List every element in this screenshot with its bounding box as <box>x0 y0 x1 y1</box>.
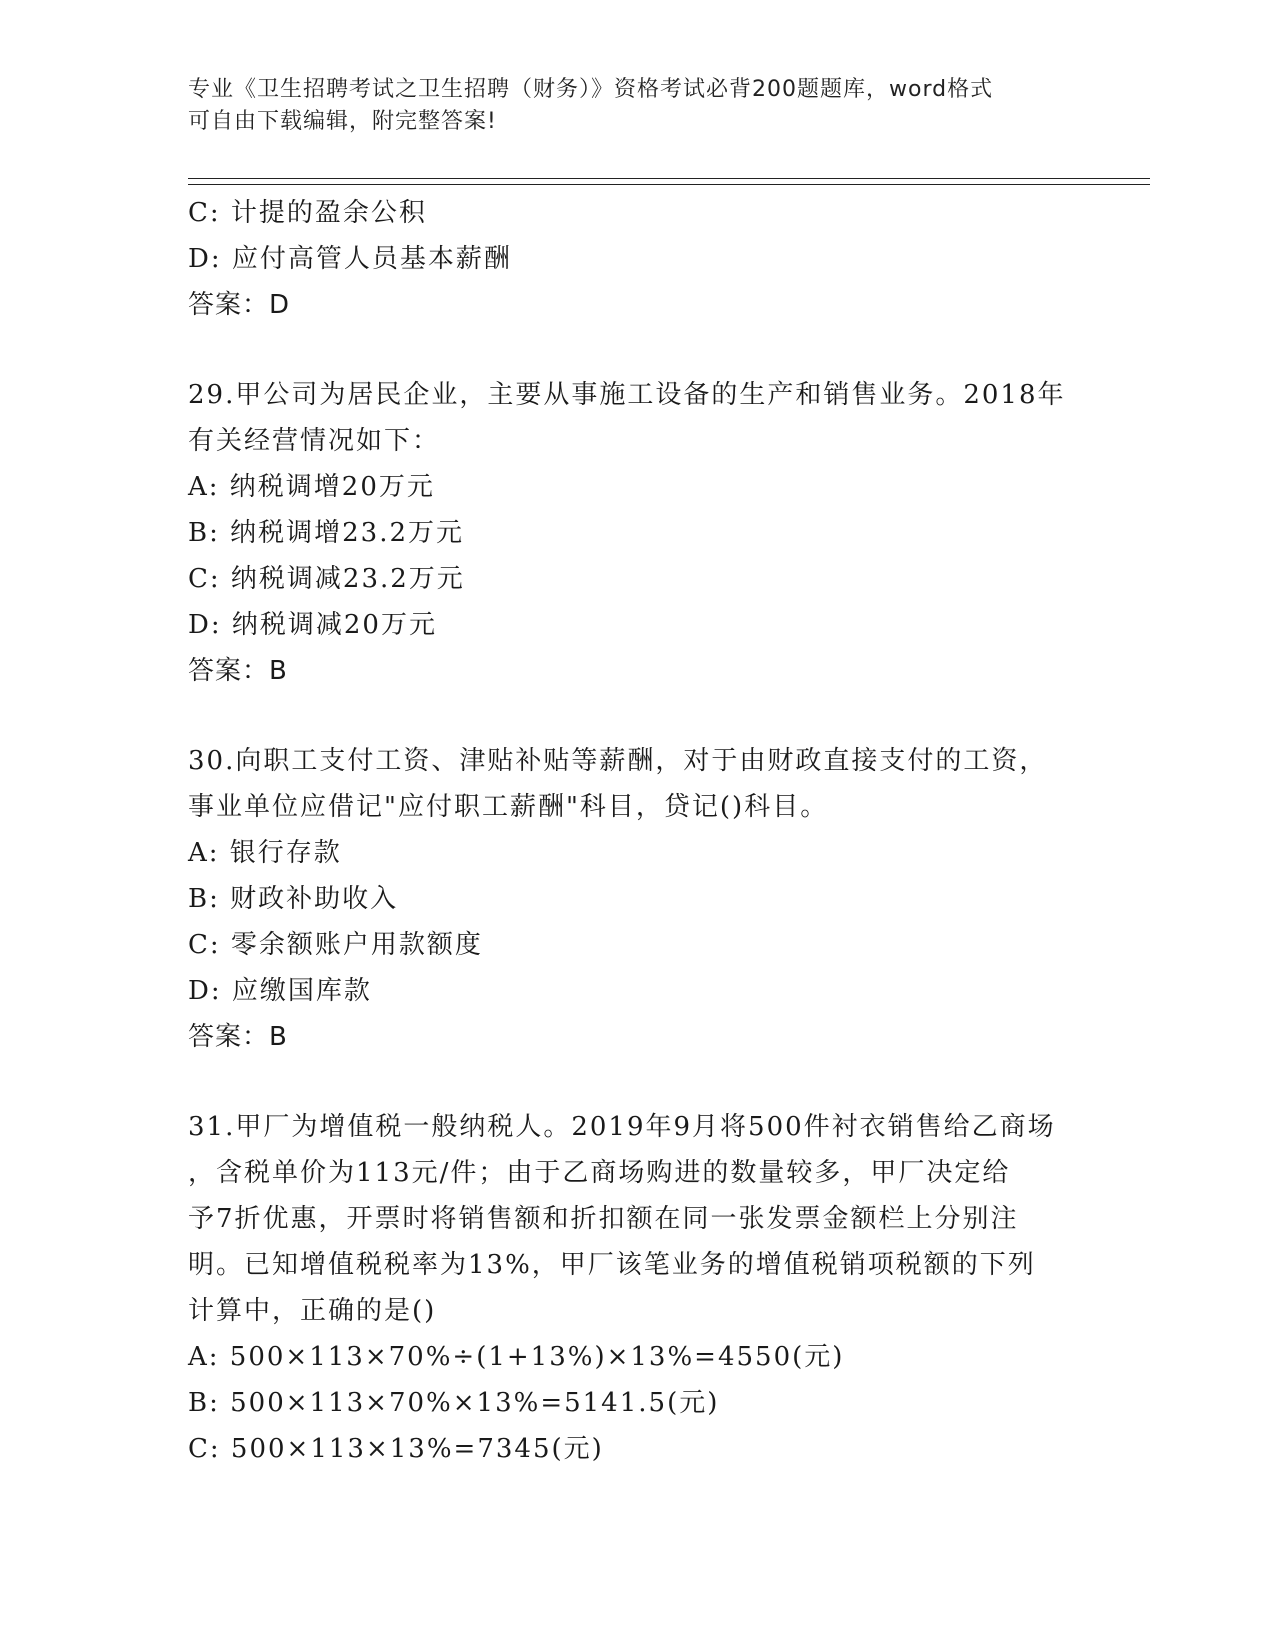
option-a: A: 纳税调增20万元 <box>188 472 435 502</box>
header-divider-bottom <box>188 184 1150 185</box>
answer-label: 答案：B <box>188 656 288 686</box>
question-text-line: ，含税单价为113元/件；由于乙商场购进的数量较多，甲厂决定给 <box>188 1158 1011 1188</box>
option-c: C: 纳税调减23.2万元 <box>188 564 465 594</box>
spacer <box>188 694 1088 738</box>
question-block-31 <box>188 1104 1088 1472</box>
document-header <box>188 74 1068 138</box>
question-text-line: 事业单位应借记"应付职工薪酬"科目，贷记()科目。 <box>188 792 829 822</box>
spacer <box>188 1060 1088 1104</box>
option-c: C: 零余额账户用款额度 <box>188 930 483 960</box>
question-block-30 <box>188 738 1088 1060</box>
option-a: A: 银行存款 <box>188 838 342 868</box>
option-d: D: 纳税调减20万元 <box>188 610 437 640</box>
question-text-line: 明。已知增值税税率为13%，甲厂该笔业务的增值税销项税额的下列 <box>188 1250 1036 1280</box>
option-b: B: 500×113×70%×13%=5141.5(元) <box>188 1388 720 1418</box>
question-list <box>188 190 1088 1472</box>
option-c: C: 计提的盈余公积 <box>188 198 427 228</box>
option-d: D: 应缴国库款 <box>188 976 372 1006</box>
question-text-line: 有关经营情况如下： <box>188 426 441 456</box>
question-text-line: 予7折优惠，开票时将销售额和折扣额在同一张发票金额栏上分别注 <box>188 1204 1019 1234</box>
header-divider-top <box>188 178 1150 179</box>
question-block-29 <box>188 372 1088 694</box>
option-a: A: 500×113×70%÷(1+13%)×13%=4550(元) <box>188 1342 845 1372</box>
question-text-line: 30.向职工支付工资、津贴补贴等薪酬，对于由财政直接支付的工资， <box>188 746 1048 776</box>
question-text-line: 计算中，正确的是() <box>188 1296 437 1326</box>
spacer <box>188 328 1088 372</box>
option-c: C: 500×113×13%=7345(元) <box>188 1434 604 1464</box>
header-line-1: 专业《卫生招聘考试之卫生招聘（财务）》资格考试必背200题题库，word格式 <box>188 77 994 102</box>
header-line-2: 可自由下载编辑，附完整答案! <box>188 109 497 134</box>
question-text-line: 29.甲公司为居民企业，主要从事施工设备的生产和销售业务。2018年 <box>188 380 1066 410</box>
question-block-28 <box>188 190 1088 328</box>
option-d: D: 应付高管人员基本薪酬 <box>188 244 512 274</box>
option-b: B: 纳税调增23.2万元 <box>188 518 465 548</box>
answer-label: 答案：D <box>188 290 291 320</box>
option-b: B: 财政补助收入 <box>188 884 399 914</box>
answer-label: 答案：B <box>188 1022 288 1052</box>
question-text-line: 31.甲厂为增值税一般纳税人。2019年9月将500件衬衣销售给乙商场 <box>188 1112 1056 1142</box>
